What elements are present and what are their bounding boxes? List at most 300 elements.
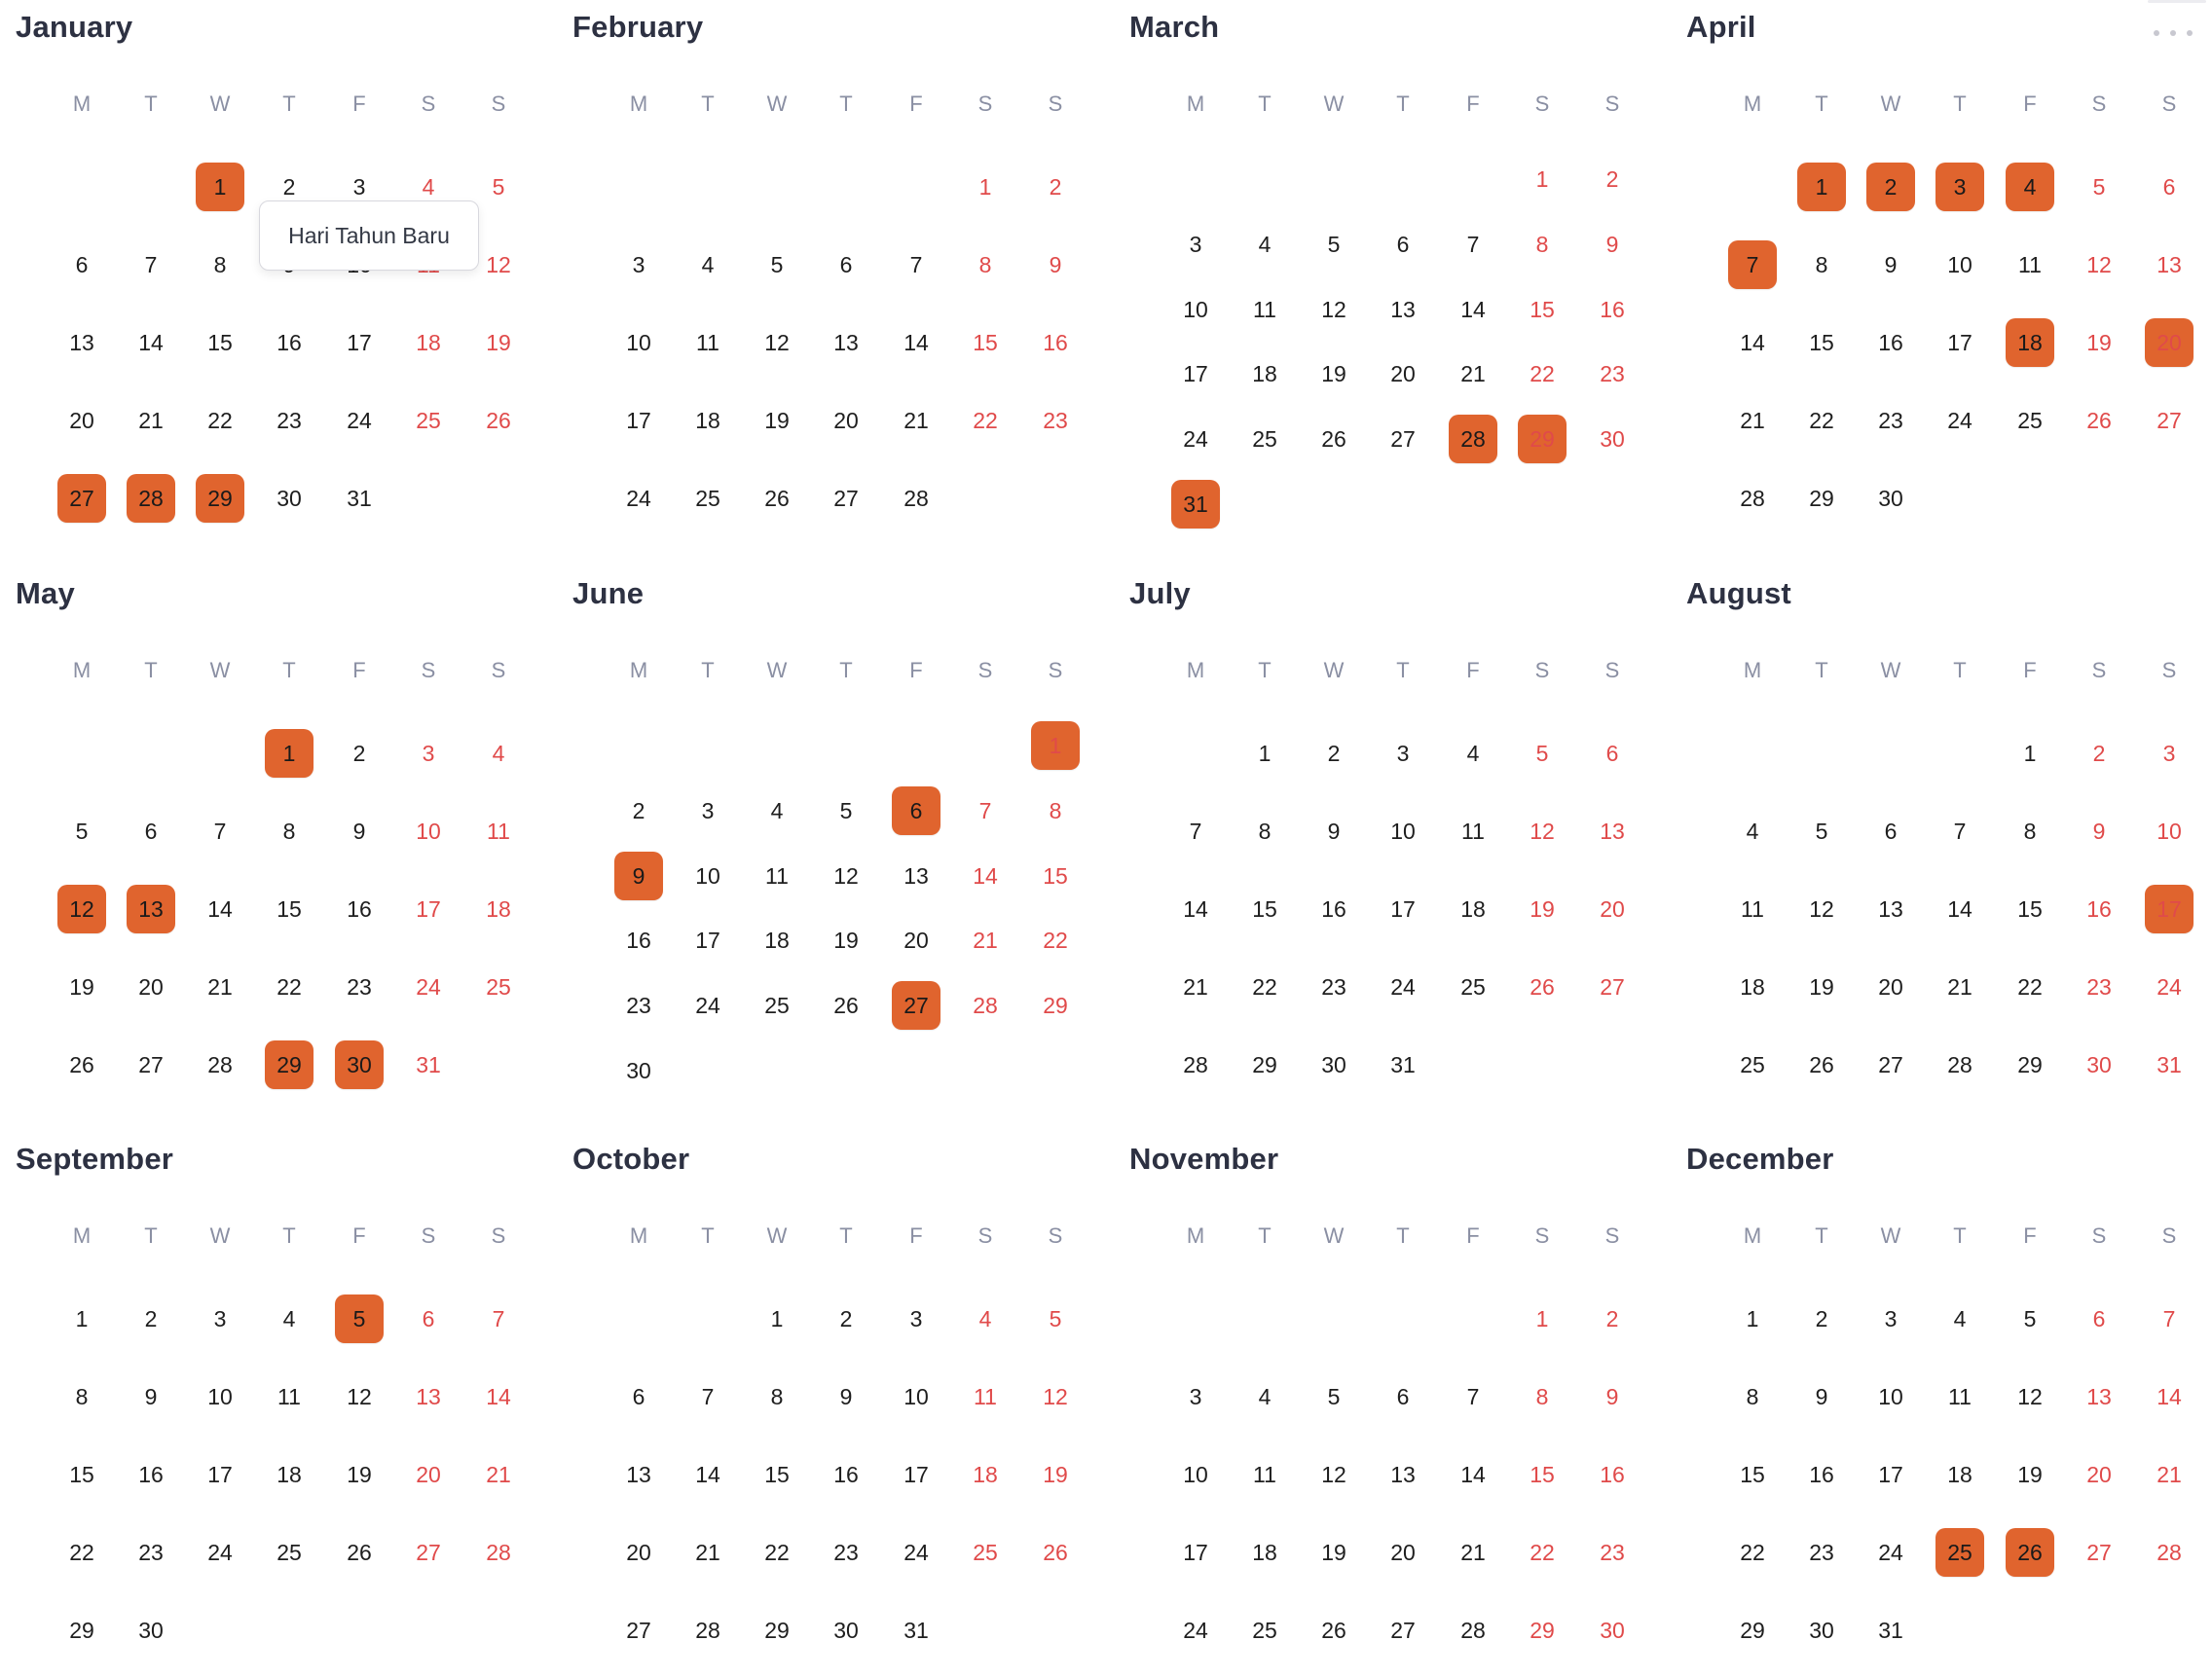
day-cell[interactable]: 20 [833, 407, 859, 433]
holiday-day-cell[interactable]: 26 [2006, 1528, 2054, 1577]
day-cell[interactable]: 6 [1396, 1383, 1410, 1409]
day-cell[interactable]: 13 [1390, 296, 1416, 322]
day-cell[interactable]: 27 [833, 485, 859, 511]
holiday-day-cell[interactable]: 12 [57, 885, 106, 933]
day-cell[interactable]: 15 [1530, 1461, 1555, 1487]
day-cell[interactable]: 27 [1390, 425, 1416, 452]
day-cell[interactable]: 27 [1600, 973, 1625, 1000]
day-cell[interactable]: 3 [1189, 231, 1202, 257]
day-cell[interactable]: 14 [486, 1383, 511, 1409]
day-cell[interactable]: 20 [903, 927, 929, 953]
day-cell[interactable]: 22 [764, 1539, 790, 1565]
day-cell[interactable]: 1 [978, 173, 992, 200]
day-cell[interactable]: 5 [492, 173, 505, 200]
day-cell[interactable]: 21 [1460, 1539, 1486, 1565]
day-cell[interactable]: 11 [1253, 296, 1276, 322]
day-cell[interactable]: 10 [416, 818, 441, 844]
day-cell[interactable]: 29 [1740, 1617, 1765, 1643]
day-cell[interactable]: 23 [138, 1539, 164, 1565]
day-cell[interactable]: 22 [1809, 407, 1834, 433]
day-cell[interactable]: 17 [1390, 895, 1416, 922]
day-cell[interactable]: 23 [347, 973, 372, 1000]
day-cell[interactable]: 14 [207, 895, 233, 922]
day-cell[interactable]: 29 [1809, 485, 1834, 511]
day-cell[interactable]: 17 [347, 329, 372, 355]
day-cell[interactable]: 29 [1530, 1617, 1555, 1643]
day-cell[interactable]: 5 [839, 797, 853, 823]
day-cell[interactable]: 7 [1953, 818, 1967, 844]
holiday-day-cell[interactable]: 13 [127, 885, 175, 933]
day-cell[interactable]: 28 [695, 1617, 720, 1643]
day-cell[interactable]: 11 [277, 1383, 301, 1409]
day-cell[interactable]: 23 [2086, 973, 2112, 1000]
day-cell[interactable]: 21 [207, 973, 233, 1000]
day-cell[interactable]: 27 [1878, 1051, 1903, 1077]
day-cell[interactable]: 18 [1252, 360, 1277, 386]
day-cell[interactable]: 25 [486, 973, 511, 1000]
day-cell[interactable]: 11 [2018, 251, 2042, 277]
day-cell[interactable]: 24 [1183, 1617, 1208, 1643]
holiday-day-cell[interactable]: 7 [1728, 240, 1777, 289]
day-cell[interactable]: 12 [2017, 1383, 2043, 1409]
day-cell[interactable]: 14 [973, 862, 998, 889]
day-cell[interactable]: 21 [1183, 973, 1208, 1000]
day-cell[interactable]: 27 [416, 1539, 441, 1565]
day-cell[interactable]: 3 [909, 1305, 923, 1331]
day-cell[interactable]: 10 [903, 1383, 929, 1409]
day-cell[interactable]: 15 [69, 1461, 94, 1487]
day-cell[interactable]: 24 [695, 992, 720, 1018]
day-cell[interactable]: 19 [1530, 895, 1555, 922]
day-cell[interactable]: 25 [2017, 407, 2043, 433]
holiday-day-cell[interactable]: 29 [1518, 415, 1567, 463]
day-cell[interactable]: 9 [2092, 818, 2106, 844]
day-cell[interactable]: 4 [1746, 818, 1759, 844]
day-cell[interactable]: 9 [1327, 818, 1341, 844]
day-cell[interactable]: 14 [2157, 1383, 2182, 1409]
day-cell[interactable]: 6 [1884, 818, 1898, 844]
day-cell[interactable]: 4 [1258, 231, 1272, 257]
holiday-day-cell[interactable]: 1 [1031, 721, 1080, 770]
holiday-day-cell[interactable]: 25 [1936, 1528, 1984, 1577]
day-cell[interactable]: 24 [1183, 425, 1208, 452]
day-cell[interactable]: 28 [2157, 1539, 2182, 1565]
day-cell[interactable]: 1 [1746, 1305, 1759, 1331]
day-cell[interactable]: 23 [1878, 407, 1903, 433]
day-cell[interactable]: 9 [1605, 231, 1619, 257]
day-cell[interactable]: 10 [1390, 818, 1416, 844]
day-cell[interactable]: 25 [1252, 425, 1277, 452]
day-cell[interactable]: 20 [626, 1539, 651, 1565]
holiday-day-cell[interactable]: 28 [1449, 415, 1497, 463]
day-cell[interactable]: 19 [833, 927, 859, 953]
day-cell[interactable]: 3 [632, 251, 645, 277]
day-cell[interactable]: 15 [207, 329, 233, 355]
holiday-day-cell[interactable]: 2 [1866, 163, 1915, 211]
day-cell[interactable]: 3 [1884, 1305, 1898, 1331]
day-cell[interactable]: 3 [1189, 1383, 1202, 1409]
day-cell[interactable]: 7 [1466, 231, 1480, 257]
day-cell[interactable]: 18 [1252, 1539, 1277, 1565]
day-cell[interactable]: 1 [75, 1305, 89, 1331]
day-cell[interactable]: 28 [1460, 1617, 1486, 1643]
day-cell[interactable]: 19 [1321, 360, 1346, 386]
day-cell[interactable]: 7 [2162, 1305, 2176, 1331]
day-cell[interactable]: 18 [973, 1461, 998, 1487]
day-cell[interactable]: 14 [138, 329, 164, 355]
day-cell[interactable]: 28 [207, 1051, 233, 1077]
day-cell[interactable]: 12 [833, 862, 859, 889]
day-cell[interactable]: 23 [1321, 973, 1346, 1000]
day-cell[interactable]: 29 [1043, 992, 1068, 1018]
day-cell[interactable]: 26 [1809, 1051, 1834, 1077]
day-cell[interactable]: 2 [1605, 1305, 1619, 1331]
day-cell[interactable]: 5 [770, 251, 784, 277]
day-cell[interactable]: 10 [207, 1383, 233, 1409]
day-cell[interactable]: 26 [2086, 407, 2112, 433]
day-cell[interactable]: 30 [2086, 1051, 2112, 1077]
day-cell[interactable]: 26 [764, 485, 790, 511]
day-cell[interactable]: 8 [770, 1383, 784, 1409]
day-cell[interactable]: 8 [1535, 231, 1549, 257]
day-cell[interactable]: 12 [1530, 818, 1555, 844]
day-cell[interactable]: 23 [1600, 1539, 1625, 1565]
day-cell[interactable]: 4 [492, 740, 505, 766]
day-cell[interactable]: 15 [1043, 862, 1068, 889]
day-cell[interactable]: 6 [632, 1383, 645, 1409]
day-cell[interactable]: 13 [1878, 895, 1903, 922]
day-cell[interactable]: 22 [1530, 1539, 1555, 1565]
day-cell[interactable]: 10 [626, 329, 651, 355]
day-cell[interactable]: 2 [1815, 1305, 1828, 1331]
day-cell[interactable]: 5 [2023, 1305, 2037, 1331]
day-cell[interactable]: 28 [486, 1539, 511, 1565]
day-cell[interactable]: 19 [347, 1461, 372, 1487]
day-cell[interactable]: 23 [276, 407, 302, 433]
day-cell[interactable]: 1 [770, 1305, 784, 1331]
day-cell[interactable]: 17 [416, 895, 441, 922]
day-cell[interactable]: 21 [973, 927, 998, 953]
day-cell[interactable]: 11 [974, 1383, 997, 1409]
holiday-day-cell[interactable]: 3 [1936, 163, 1984, 211]
day-cell[interactable]: 15 [1530, 296, 1555, 322]
day-cell[interactable]: 16 [1321, 895, 1346, 922]
holiday-day-cell[interactable]: 27 [892, 981, 940, 1030]
day-cell[interactable]: 13 [1600, 818, 1625, 844]
day-cell[interactable]: 12 [347, 1383, 372, 1409]
day-cell[interactable]: 31 [903, 1617, 929, 1643]
day-cell[interactable]: 8 [75, 1383, 89, 1409]
day-cell[interactable]: 18 [276, 1461, 302, 1487]
day-cell[interactable]: 9 [1815, 1383, 1828, 1409]
day-cell[interactable]: 24 [2157, 973, 2182, 1000]
day-cell[interactable]: 27 [2086, 1539, 2112, 1565]
day-cell[interactable]: 28 [1947, 1051, 1972, 1077]
day-cell[interactable]: 5 [1815, 818, 1828, 844]
day-cell[interactable]: 16 [138, 1461, 164, 1487]
day-cell[interactable]: 30 [1809, 1617, 1834, 1643]
day-cell[interactable]: 3 [2162, 740, 2176, 766]
day-cell[interactable]: 31 [1390, 1051, 1416, 1077]
day-cell[interactable]: 2 [839, 1305, 853, 1331]
day-cell[interactable]: 22 [1252, 973, 1277, 1000]
day-cell[interactable]: 30 [1600, 1617, 1625, 1643]
day-cell[interactable]: 2 [632, 797, 645, 823]
day-cell[interactable]: 8 [1815, 251, 1828, 277]
day-cell[interactable]: 28 [903, 485, 929, 511]
holiday-day-cell[interactable]: 5 [335, 1294, 384, 1343]
day-cell[interactable]: 14 [1183, 895, 1208, 922]
day-cell[interactable]: 26 [1530, 973, 1555, 1000]
day-cell[interactable]: 21 [486, 1461, 511, 1487]
day-cell[interactable]: 2 [352, 740, 366, 766]
day-cell[interactable]: 30 [276, 485, 302, 511]
day-cell[interactable]: 23 [1600, 360, 1625, 386]
day-cell[interactable]: 10 [2157, 818, 2182, 844]
day-cell[interactable]: 4 [1258, 1383, 1272, 1409]
day-cell[interactable]: 16 [1600, 1461, 1625, 1487]
day-cell[interactable]: 8 [978, 251, 992, 277]
day-cell[interactable]: 13 [2086, 1383, 2112, 1409]
day-cell[interactable]: 14 [1460, 1461, 1486, 1487]
day-cell[interactable]: 23 [833, 1539, 859, 1565]
day-cell[interactable]: 5 [1535, 740, 1549, 766]
day-cell[interactable]: 4 [770, 797, 784, 823]
day-cell[interactable]: 27 [138, 1051, 164, 1077]
holiday-day-cell[interactable]: 4 [2006, 163, 2054, 211]
day-cell[interactable]: 26 [347, 1539, 372, 1565]
day-cell[interactable]: 18 [416, 329, 441, 355]
holiday-day-cell[interactable]: 27 [57, 474, 106, 523]
day-cell[interactable]: 2 [1605, 165, 1619, 192]
day-cell[interactable]: 11 [1253, 1461, 1276, 1487]
holiday-day-cell[interactable]: 17 [2145, 885, 2194, 933]
day-cell[interactable]: 21 [695, 1539, 720, 1565]
holiday-day-cell[interactable]: 20 [2145, 318, 2194, 367]
day-cell[interactable]: 20 [1390, 1539, 1416, 1565]
day-cell[interactable]: 7 [213, 818, 227, 844]
day-cell[interactable]: 24 [347, 407, 372, 433]
day-cell[interactable]: 18 [486, 895, 511, 922]
day-cell[interactable]: 29 [764, 1617, 790, 1643]
holiday-day-cell[interactable]: 6 [892, 786, 940, 835]
day-cell[interactable]: 22 [1530, 360, 1555, 386]
day-cell[interactable]: 13 [833, 329, 859, 355]
day-cell[interactable]: 26 [1321, 425, 1346, 452]
day-cell[interactable]: 20 [1600, 895, 1625, 922]
day-cell[interactable]: 18 [1947, 1461, 1972, 1487]
day-cell[interactable]: 31 [2157, 1051, 2182, 1077]
day-cell[interactable]: 13 [1390, 1461, 1416, 1487]
day-cell[interactable]: 22 [207, 407, 233, 433]
day-cell[interactable]: 31 [347, 485, 372, 511]
day-cell[interactable]: 10 [695, 862, 720, 889]
day-cell[interactable]: 25 [276, 1539, 302, 1565]
day-cell[interactable]: 19 [1321, 1539, 1346, 1565]
day-cell[interactable]: 1 [1535, 165, 1549, 192]
day-cell[interactable]: 16 [276, 329, 302, 355]
day-cell[interactable]: 30 [626, 1057, 651, 1083]
day-cell[interactable]: 25 [416, 407, 441, 433]
holiday-day-cell[interactable]: 28 [127, 474, 175, 523]
day-cell[interactable]: 4 [978, 1305, 992, 1331]
day-cell[interactable]: 6 [839, 251, 853, 277]
day-cell[interactable]: 20 [138, 973, 164, 1000]
day-cell[interactable]: 24 [207, 1539, 233, 1565]
day-cell[interactable]: 23 [1043, 407, 1068, 433]
day-cell[interactable]: 13 [2157, 251, 2182, 277]
day-cell[interactable]: 10 [1183, 296, 1208, 322]
day-cell[interactable]: 17 [626, 407, 651, 433]
day-cell[interactable]: 2 [1049, 173, 1062, 200]
day-cell[interactable]: 25 [1740, 1051, 1765, 1077]
day-cell[interactable]: 22 [276, 973, 302, 1000]
day-cell[interactable]: 9 [352, 818, 366, 844]
day-cell[interactable]: 4 [422, 173, 435, 200]
day-cell[interactable]: 6 [144, 818, 158, 844]
day-cell[interactable]: 17 [903, 1461, 929, 1487]
day-cell[interactable]: 16 [347, 895, 372, 922]
day-cell[interactable]: 7 [978, 797, 992, 823]
day-cell[interactable]: 24 [1947, 407, 1972, 433]
day-cell[interactable]: 30 [1321, 1051, 1346, 1077]
day-cell[interactable]: 26 [69, 1051, 94, 1077]
day-cell[interactable]: 30 [833, 1617, 859, 1643]
day-cell[interactable]: 13 [626, 1461, 651, 1487]
day-cell[interactable]: 6 [1605, 740, 1619, 766]
day-cell[interactable]: 26 [1321, 1617, 1346, 1643]
day-cell[interactable]: 7 [701, 1383, 715, 1409]
day-cell[interactable]: 12 [1809, 895, 1834, 922]
day-cell[interactable]: 6 [1396, 231, 1410, 257]
day-cell[interactable]: 17 [1183, 1539, 1208, 1565]
holiday-day-cell[interactable]: 1 [265, 729, 313, 778]
day-cell[interactable]: 15 [1809, 329, 1834, 355]
day-cell[interactable]: 2 [282, 173, 296, 200]
day-cell[interactable]: 3 [352, 173, 366, 200]
day-cell[interactable]: 7 [1466, 1383, 1480, 1409]
day-cell[interactable]: 15 [1252, 895, 1277, 922]
day-cell[interactable]: 16 [833, 1461, 859, 1487]
day-cell[interactable]: 19 [486, 329, 511, 355]
holiday-day-cell[interactable]: 29 [196, 474, 244, 523]
day-cell[interactable]: 11 [765, 862, 789, 889]
day-cell[interactable]: 3 [213, 1305, 227, 1331]
day-cell[interactable]: 5 [1327, 231, 1341, 257]
day-cell[interactable]: 20 [416, 1461, 441, 1487]
day-cell[interactable]: 23 [626, 992, 651, 1018]
day-cell[interactable]: 11 [1948, 1383, 1972, 1409]
day-cell[interactable]: 6 [422, 1305, 435, 1331]
day-cell[interactable]: 15 [2017, 895, 2043, 922]
day-cell[interactable]: 11 [696, 329, 719, 355]
day-cell[interactable]: 19 [69, 973, 94, 1000]
holiday-day-cell[interactable]: 18 [2006, 318, 2054, 367]
day-cell[interactable]: 14 [903, 329, 929, 355]
holiday-day-cell[interactable]: 1 [196, 163, 244, 211]
day-cell[interactable]: 7 [144, 251, 158, 277]
day-cell[interactable]: 5 [1049, 1305, 1062, 1331]
day-cell[interactable]: 28 [1740, 485, 1765, 511]
day-cell[interactable]: 27 [1390, 1617, 1416, 1643]
day-cell[interactable]: 4 [1466, 740, 1480, 766]
day-cell[interactable]: 13 [903, 862, 929, 889]
day-cell[interactable]: 1 [1258, 740, 1272, 766]
day-cell[interactable]: 7 [909, 251, 923, 277]
day-cell[interactable]: 20 [1390, 360, 1416, 386]
day-cell[interactable]: 15 [764, 1461, 790, 1487]
day-cell[interactable]: 30 [1878, 485, 1903, 511]
day-cell[interactable]: 21 [1460, 360, 1486, 386]
day-cell[interactable]: 22 [1043, 927, 1068, 953]
day-cell[interactable]: 16 [1600, 296, 1625, 322]
day-cell[interactable]: 7 [492, 1305, 505, 1331]
holiday-day-cell[interactable]: 29 [265, 1040, 313, 1089]
day-cell[interactable]: 12 [2086, 251, 2112, 277]
day-cell[interactable]: 20 [2086, 1461, 2112, 1487]
day-cell[interactable]: 8 [1258, 818, 1272, 844]
day-cell[interactable]: 2 [144, 1305, 158, 1331]
day-cell[interactable]: 5 [1327, 1383, 1341, 1409]
day-cell[interactable]: 25 [695, 485, 720, 511]
day-cell[interactable]: 24 [1390, 973, 1416, 1000]
day-cell[interactable]: 25 [1252, 1617, 1277, 1643]
day-cell[interactable]: 13 [69, 329, 94, 355]
day-cell[interactable]: 25 [764, 992, 790, 1018]
day-cell[interactable]: 19 [764, 407, 790, 433]
day-cell[interactable]: 9 [1049, 251, 1062, 277]
day-cell[interactable]: 28 [1183, 1051, 1208, 1077]
day-cell[interactable]: 9 [1884, 251, 1898, 277]
day-cell[interactable]: 21 [1947, 973, 1972, 1000]
day-cell[interactable]: 27 [626, 1617, 651, 1643]
day-cell[interactable]: 3 [1396, 740, 1410, 766]
day-cell[interactable]: 8 [2023, 818, 2037, 844]
day-cell[interactable]: 2 [1327, 740, 1341, 766]
day-cell[interactable]: 8 [1535, 1383, 1549, 1409]
day-cell[interactable]: 21 [138, 407, 164, 433]
day-cell[interactable]: 30 [1600, 425, 1625, 452]
day-cell[interactable]: 22 [69, 1539, 94, 1565]
day-cell[interactable]: 24 [626, 485, 651, 511]
day-cell[interactable]: 4 [1953, 1305, 1967, 1331]
day-cell[interactable]: 23 [1809, 1539, 1834, 1565]
day-cell[interactable]: 31 [1878, 1617, 1903, 1643]
day-cell[interactable]: 15 [973, 329, 998, 355]
holiday-day-cell[interactable]: 31 [1171, 480, 1220, 529]
day-cell[interactable]: 14 [1740, 329, 1765, 355]
day-cell[interactable]: 10 [1183, 1461, 1208, 1487]
day-cell[interactable]: 31 [416, 1051, 441, 1077]
day-cell[interactable]: 21 [903, 407, 929, 433]
holiday-day-cell[interactable]: 30 [335, 1040, 384, 1089]
day-cell[interactable]: 5 [75, 818, 89, 844]
day-cell[interactable]: 29 [2017, 1051, 2043, 1077]
day-cell[interactable]: 4 [701, 251, 715, 277]
day-cell[interactable]: 25 [973, 1539, 998, 1565]
day-cell[interactable]: 14 [1460, 296, 1486, 322]
day-cell[interactable]: 6 [75, 251, 89, 277]
day-cell[interactable]: 3 [422, 740, 435, 766]
day-cell[interactable]: 6 [2092, 1305, 2106, 1331]
day-cell[interactable]: 9 [839, 1383, 853, 1409]
day-cell[interactable]: 12 [1321, 1461, 1346, 1487]
day-cell[interactable]: 19 [1809, 973, 1834, 1000]
day-cell[interactable]: 22 [973, 407, 998, 433]
day-cell[interactable]: 8 [1049, 797, 1062, 823]
day-cell[interactable]: 2 [2092, 740, 2106, 766]
day-cell[interactable]: 22 [2017, 973, 2043, 1000]
